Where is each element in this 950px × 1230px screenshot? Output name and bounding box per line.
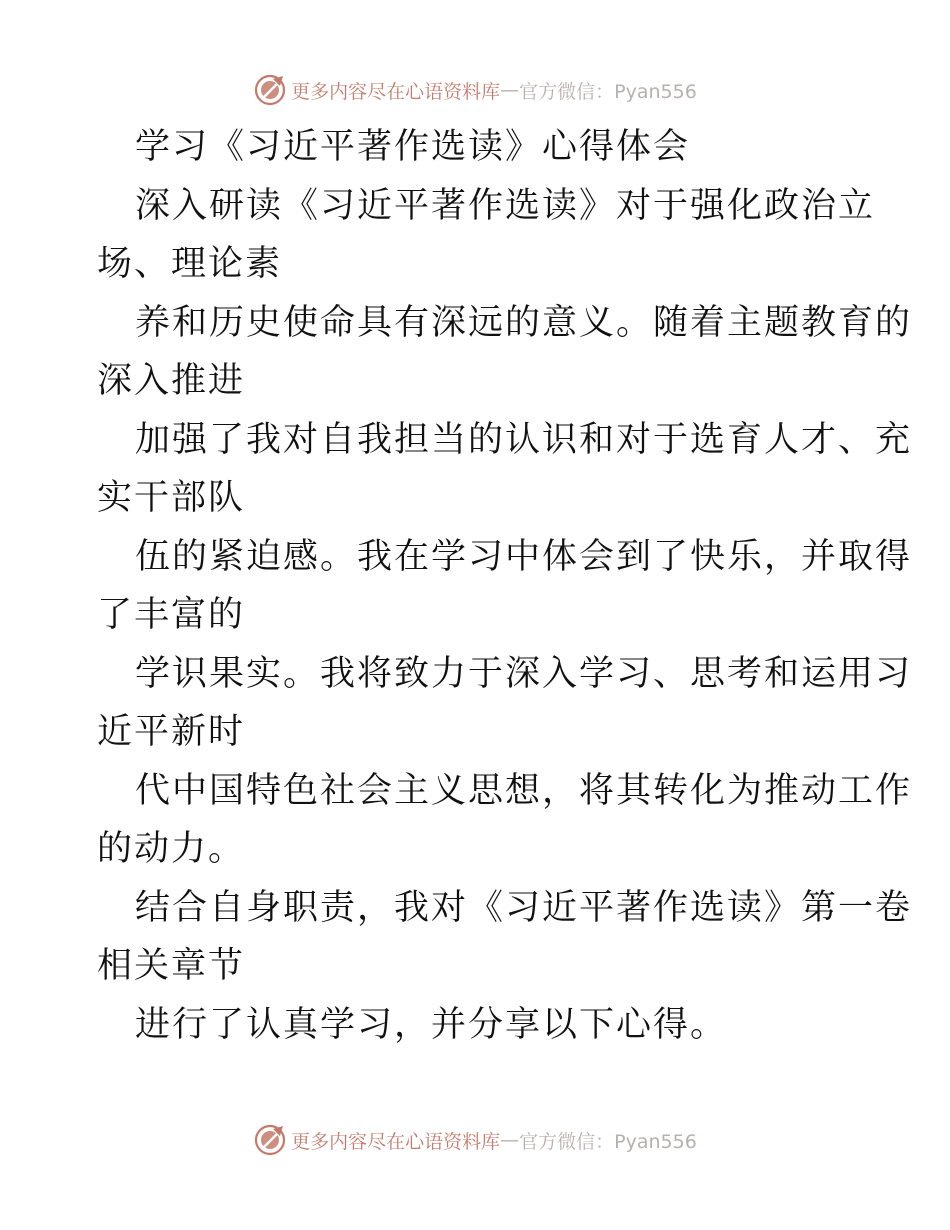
document-body (97, 118, 913, 1054)
text-line: 伍的紧迫感。我在学习中体会到了快乐，并取得 (135, 536, 913, 577)
text-line: 加强了我对自我担当的认识和对于选育人才、充 (135, 419, 913, 460)
text-line: 代中国特色社会主义思想，将其转化为推动工作 (135, 770, 913, 811)
text-line: 学识果实。我将致力于深入学习、思考和运用习 (135, 653, 913, 694)
watermark-separator: — (500, 79, 520, 101)
watermark-separator: — (500, 1129, 520, 1151)
text-line: 的动力。 (97, 829, 246, 869)
text-line: 深入推进 (97, 361, 246, 401)
text-line: 相关章节 (97, 946, 246, 986)
text-line: 了丰富的 (97, 595, 246, 635)
seal-logo-icon (253, 73, 287, 107)
text-line: 进行了认真学习，并分享以下心得。 (135, 1004, 728, 1045)
watermark-sub-text: 官方微信：Pyan556 (519, 1130, 697, 1153)
watermark-main-text: 更多内容尽在心语资料库 (291, 80, 501, 103)
text-line: 近平新时 (97, 712, 246, 752)
seal-logo-icon (253, 1123, 287, 1157)
footer-watermark (0, 1120, 950, 1160)
text-line: 深入研读《习近平著作选读》对于强化政治立 (135, 185, 876, 226)
watermark-main-text: 更多内容尽在心语资料库 (291, 1130, 501, 1153)
text-line: 学习《习近平著作选读》心得体会 (135, 127, 691, 167)
watermark-sub-text: 官方微信：Pyan556 (519, 80, 697, 103)
text-line: 场、理论素 (97, 244, 283, 284)
text-line: 结合自身职责，我对《习近平著作选读》第一卷 (135, 887, 913, 928)
text-line: 养和历史使命具有深远的意义。随着主题教育的 (135, 302, 913, 343)
header-watermark (0, 70, 950, 110)
text-line: 实干部队 (97, 478, 246, 518)
